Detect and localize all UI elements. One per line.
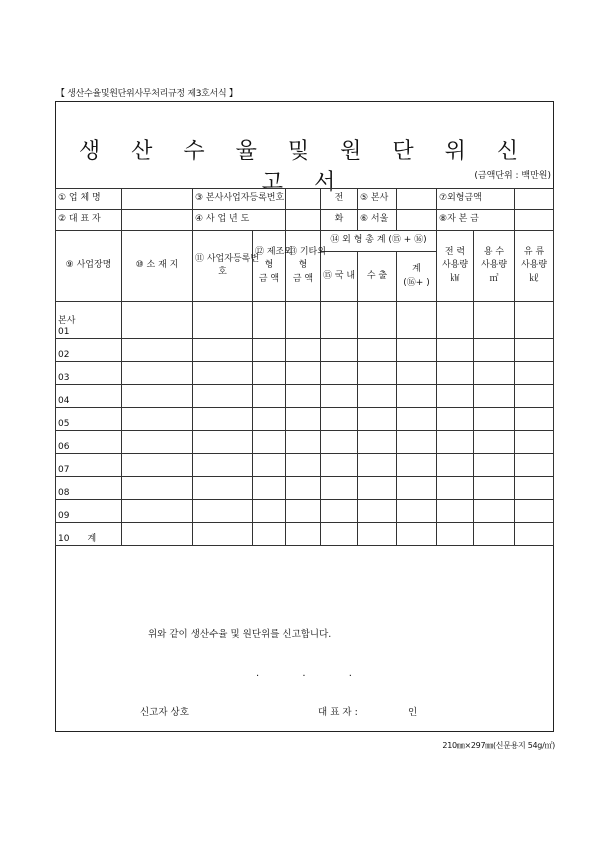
oil-header-unit: ㎘ — [529, 273, 539, 284]
data-cell[interactable] — [286, 302, 321, 339]
biz-reg-label: ③ 본사사업자등록번호 — [193, 189, 286, 210]
data-cell[interactable] — [286, 454, 321, 477]
data-cell[interactable] — [358, 385, 397, 408]
data-cell[interactable] — [193, 385, 253, 408]
data-cell[interactable] — [437, 339, 474, 362]
sum-header — [397, 252, 437, 302]
row-label: 02 — [56, 339, 122, 362]
row-label: 10 계 — [56, 523, 122, 546]
seal-mark: 인 — [408, 707, 418, 718]
data-cell[interactable] — [515, 477, 554, 500]
row-label: 09 — [56, 500, 122, 523]
table-row — [56, 362, 554, 385]
table-row — [56, 500, 554, 523]
data-cell[interactable] — [122, 302, 193, 339]
data-cell[interactable] — [122, 431, 193, 454]
other-amount-header — [286, 231, 326, 302]
report-form — [55, 101, 554, 732]
domestic-header: ⑮ 국 내 — [321, 252, 358, 302]
representative-sign-label: 대 표 자 : — [318, 707, 358, 718]
hq-phone-value[interactable] — [397, 189, 437, 210]
data-cell[interactable] — [253, 362, 286, 385]
table-row — [56, 408, 554, 431]
electricity-header-unit: ㎾ — [450, 273, 460, 284]
data-cell[interactable] — [437, 302, 474, 339]
representative-row — [56, 210, 554, 231]
data-cell[interactable] — [122, 454, 193, 477]
representative-value[interactable] — [122, 210, 193, 231]
biz-reg-no-header-line2: 호 — [218, 267, 227, 277]
seoul-phone-value[interactable] — [397, 210, 437, 231]
row-label: 06 — [56, 431, 122, 454]
data-cell[interactable] — [437, 385, 474, 408]
data-cell[interactable] — [321, 431, 358, 454]
data-cell[interactable] — [253, 385, 286, 408]
data-cell[interactable] — [358, 454, 397, 477]
other-header-line3: 금 액 — [292, 273, 314, 284]
data-cell[interactable] — [474, 454, 515, 477]
data-cell[interactable] — [321, 362, 358, 385]
biz-year-label: ④ 사 업 년 도 — [193, 210, 286, 231]
data-cell[interactable] — [397, 362, 437, 385]
row-label: 08 — [56, 477, 122, 500]
data-cell[interactable] — [286, 431, 321, 454]
hq-phone-label: ⑤ 본사 — [358, 189, 397, 210]
company-row — [56, 189, 554, 210]
declaration-statement: 위와 같이 생산수율 및 원단위를 신고합니다. — [148, 629, 332, 640]
representative-label: ② 대 표 자 — [56, 210, 122, 231]
data-cell[interactable] — [122, 362, 193, 385]
data-cell[interactable] — [321, 523, 358, 546]
data-cell[interactable] — [474, 385, 515, 408]
electricity-header-line1: 전 력 — [444, 246, 466, 257]
water-header-line1: 용 수 — [483, 246, 505, 257]
data-cell[interactable] — [193, 339, 253, 362]
data-cell[interactable] — [515, 431, 554, 454]
data-cell[interactable] — [474, 431, 515, 454]
data-cell[interactable] — [515, 523, 554, 546]
row-label: 05 — [56, 408, 122, 431]
data-cell[interactable] — [437, 408, 474, 431]
data-cell[interactable] — [358, 362, 397, 385]
data-cell[interactable] — [321, 339, 358, 362]
mfg-amount-header — [253, 231, 293, 302]
mfg-header-line3: 금 액 — [258, 273, 280, 284]
data-cell[interactable] — [397, 454, 437, 477]
data-cell[interactable] — [397, 523, 437, 546]
data-cell[interactable] — [437, 454, 474, 477]
data-cell[interactable] — [122, 500, 193, 523]
data-cell[interactable] — [122, 385, 193, 408]
data-cell[interactable] — [253, 431, 286, 454]
data-cell[interactable] — [193, 500, 253, 523]
data-cell[interactable] — [321, 385, 358, 408]
data-cell[interactable] — [253, 523, 286, 546]
data-cell[interactable] — [193, 302, 253, 339]
data-cell[interactable] — [358, 408, 397, 431]
data-cell[interactable] — [397, 408, 437, 431]
oil-header-line1: 유 류 — [523, 246, 545, 257]
biz-reg-no-header-line1: ⑪ 사업자등록번 — [195, 253, 260, 264]
other-header-line1: ⑬ 기타외 — [288, 246, 326, 257]
data-cell[interactable] — [253, 500, 286, 523]
data-cell[interactable] — [358, 500, 397, 523]
reporter-company-label: 신고자 상호 — [140, 707, 189, 718]
data-cell[interactable] — [358, 302, 397, 339]
table-row — [56, 302, 554, 339]
report-table — [55, 188, 554, 546]
data-cell[interactable] — [437, 362, 474, 385]
data-cell[interactable] — [437, 500, 474, 523]
data-cell[interactable] — [397, 431, 437, 454]
table-row — [56, 454, 554, 477]
other-header-line2: 형 — [298, 260, 308, 271]
data-cell[interactable] — [286, 477, 321, 500]
table-row — [56, 477, 554, 500]
data-cell[interactable] — [321, 477, 358, 500]
company-name-label: ① 업 체 명 — [56, 189, 122, 210]
table-row — [56, 523, 554, 546]
row-label: 07 — [56, 454, 122, 477]
capital-label: ⑧자 본 금 — [437, 210, 515, 231]
capital-value[interactable] — [515, 210, 554, 231]
biz-year-value[interactable] — [286, 210, 321, 231]
data-cell[interactable] — [253, 454, 286, 477]
phone-label-2: 화 — [321, 210, 358, 231]
table-row — [56, 339, 554, 362]
oil-header-line2: 사용량 — [520, 260, 548, 271]
table-row — [56, 385, 554, 408]
data-cell[interactable] — [122, 477, 193, 500]
data-cell[interactable] — [397, 339, 437, 362]
data-cell[interactable] — [286, 523, 321, 546]
data-cell[interactable] — [321, 454, 358, 477]
location-header: ⑩ 소 재 지 — [122, 231, 193, 302]
data-cell[interactable] — [515, 408, 554, 431]
data-cell[interactable] — [474, 362, 515, 385]
data-cell[interactable] — [397, 385, 437, 408]
table-row — [56, 431, 554, 454]
data-cell[interactable] — [321, 408, 358, 431]
declaration-area — [56, 558, 553, 731]
electricity-header-line2: 사용량 — [441, 260, 469, 271]
data-cell[interactable] — [474, 523, 515, 546]
data-cell[interactable] — [474, 339, 515, 362]
export-header: 수 출 — [358, 252, 397, 302]
data-cell[interactable] — [437, 523, 474, 546]
header-row-1 — [56, 231, 554, 252]
total-header: ⑭ 외 형 총 계 (⑮ + ⑯) — [321, 231, 437, 252]
data-cell[interactable] — [397, 500, 437, 523]
data-cell[interactable] — [515, 362, 554, 385]
row-label: 본사 01 — [56, 302, 122, 339]
data-cell[interactable] — [321, 302, 358, 339]
phone-label-1: 전 — [321, 189, 358, 210]
data-cell[interactable] — [122, 339, 193, 362]
data-cell[interactable] — [193, 477, 253, 500]
data-cell[interactable] — [358, 431, 397, 454]
paper-size-note: 210㎜×297㎜(신문용지 54g/㎡) — [442, 741, 555, 750]
row-label: 03 — [56, 362, 122, 385]
water-header — [474, 231, 515, 302]
data-cell[interactable] — [122, 408, 193, 431]
data-cell[interactable] — [515, 454, 554, 477]
data-cell[interactable] — [358, 523, 397, 546]
water-header-line2: 사용량 — [480, 260, 508, 271]
data-cell[interactable] — [253, 408, 286, 431]
data-cell[interactable] — [253, 339, 286, 362]
biz-reg-no-header — [193, 231, 260, 302]
data-cell[interactable] — [474, 302, 515, 339]
data-cell[interactable] — [474, 477, 515, 500]
biz-reg-value[interactable] — [286, 189, 321, 210]
oil-header — [515, 231, 554, 302]
data-cell[interactable] — [286, 339, 321, 362]
sum-header-line2: (⑯+ ) — [403, 277, 430, 288]
data-cell[interactable] — [474, 500, 515, 523]
seoul-phone-label: ⑥ 서울 — [358, 210, 397, 231]
data-cell[interactable] — [358, 339, 397, 362]
data-cell[interactable] — [397, 477, 437, 500]
form-reference: 【 생산수율및원단위사무처리규정 제3호서식 】 — [56, 89, 238, 99]
data-cell[interactable] — [193, 431, 253, 454]
data-cell[interactable] — [193, 454, 253, 477]
data-cell[interactable] — [515, 500, 554, 523]
data-cell[interactable] — [286, 362, 321, 385]
data-cell[interactable] — [286, 385, 321, 408]
data-cell[interactable] — [193, 523, 253, 546]
amount-unit-note: (금액단위 : 백만원) — [474, 171, 551, 181]
data-cell[interactable] — [474, 408, 515, 431]
mfg-header-line1: ⑫ 제조외 — [255, 246, 293, 257]
data-cell[interactable] — [515, 302, 554, 339]
water-header-unit: ㎥ — [489, 273, 499, 284]
data-cell[interactable] — [286, 408, 321, 431]
mfg-header-line2: 형 — [264, 260, 274, 271]
electricity-header — [437, 231, 474, 302]
foreign-amount-label: ⑦외형금액 — [437, 189, 515, 210]
data-cell[interactable] — [437, 431, 474, 454]
site-name-header: ⑨ 사업장명 — [56, 231, 122, 302]
sum-header-line1: 계 — [412, 264, 421, 274]
data-cell[interactable] — [193, 408, 253, 431]
data-cell[interactable] — [321, 500, 358, 523]
date-placeholder: . . . — [256, 668, 372, 679]
data-cell[interactable] — [122, 523, 193, 546]
data-cell[interactable] — [397, 302, 437, 339]
row-label: 04 — [56, 385, 122, 408]
foreign-amount-value[interactable] — [515, 189, 554, 210]
form-title: 생 산 수 율 및 원 단 위 신 고 서 — [78, 139, 531, 195]
data-cell[interactable] — [193, 362, 253, 385]
data-cell[interactable] — [358, 477, 397, 500]
data-cell[interactable] — [253, 302, 286, 339]
company-name-value[interactable] — [122, 189, 193, 210]
data-cell[interactable] — [253, 477, 286, 500]
data-cell[interactable] — [286, 500, 321, 523]
data-cell[interactable] — [515, 339, 554, 362]
data-cell[interactable] — [437, 477, 474, 500]
data-cell[interactable] — [515, 385, 554, 408]
